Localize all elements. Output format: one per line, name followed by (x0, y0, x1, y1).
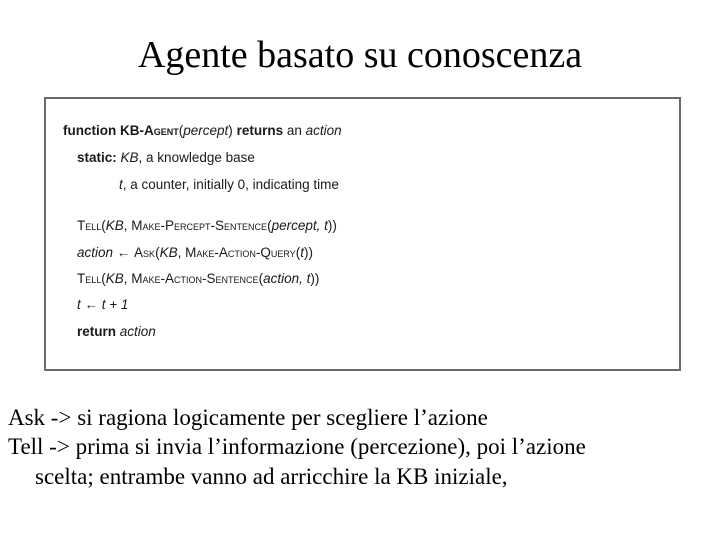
static-t-line (119, 176, 339, 193)
paren: ( (267, 218, 272, 233)
paren: )) (303, 245, 313, 260)
algorithm-signature-line (63, 122, 342, 139)
close-paren: ) (228, 123, 233, 138)
note-tell: Tell -> prima si invia l’informazione (percezione), poi l’azione (8, 434, 586, 460)
tell-action-line (77, 270, 319, 287)
static-keyword: static: (77, 150, 117, 165)
notes-text (8, 403, 713, 491)
open-paren: ( (178, 123, 184, 138)
tell-op: Tell (77, 271, 102, 286)
paren: )) (327, 218, 337, 233)
slide-title: Agente basato su conoscenza (137, 34, 583, 76)
note-ask: Ask -> si ragiona logicamente per scegliere l’azione (8, 405, 488, 430)
kb-arg: KB (105, 271, 124, 286)
make-action-sentence-fn: Make-Action-Sentence (131, 271, 259, 286)
returns-keyword: returns (236, 123, 284, 138)
tell-op: Tell (77, 218, 102, 233)
comma: , (123, 271, 132, 286)
paren: ( (101, 218, 106, 233)
paren: )) (310, 271, 320, 286)
ask-action-line (77, 244, 313, 261)
paren: ( (155, 245, 160, 260)
return-line (77, 323, 156, 340)
assign-arrow: ← (113, 245, 135, 260)
paren: ( (295, 245, 301, 260)
kb-description: , a knowledge base (138, 150, 255, 165)
param-percept: percept (183, 123, 229, 138)
paren: ( (101, 271, 106, 286)
var-t: t (119, 177, 123, 192)
algorithm-box (44, 97, 681, 371)
assign-arrow: ← (80, 297, 102, 312)
fn-args: t (300, 245, 304, 260)
function-name: KB-Agent (120, 123, 179, 138)
returns-type: action (305, 123, 342, 138)
function-keyword: function (63, 123, 117, 138)
var-t: t (77, 297, 81, 312)
kb-arg: KB (159, 245, 178, 260)
make-percept-sentence-fn: Make-Percept-Sentence (131, 218, 268, 233)
kb-arg: KB (105, 218, 124, 233)
ask-op: Ask (134, 245, 156, 260)
var-kb: KB (120, 150, 139, 165)
comma: , (123, 218, 132, 233)
fn-args: percept, t (271, 218, 328, 233)
paren: ( (258, 271, 264, 286)
note-tell-continued: scelta; entrambe vanno ad arricchire la KB iniziale, (35, 463, 508, 489)
increment-expr: t + 1 (101, 297, 129, 312)
var-action: action (77, 245, 114, 260)
comma: , (177, 245, 186, 260)
return-keyword: return (77, 324, 117, 339)
t-description: , a counter, initially 0, indicating time (122, 177, 339, 192)
returns-text: an (286, 123, 302, 138)
fn-args: action, t (263, 271, 311, 286)
return-var-action: action (119, 324, 156, 339)
tell-percept-line (77, 217, 337, 234)
increment-t-line (77, 296, 128, 313)
make-action-query-fn: Make-Action-Query (185, 245, 296, 260)
static-kb-line (77, 149, 255, 166)
